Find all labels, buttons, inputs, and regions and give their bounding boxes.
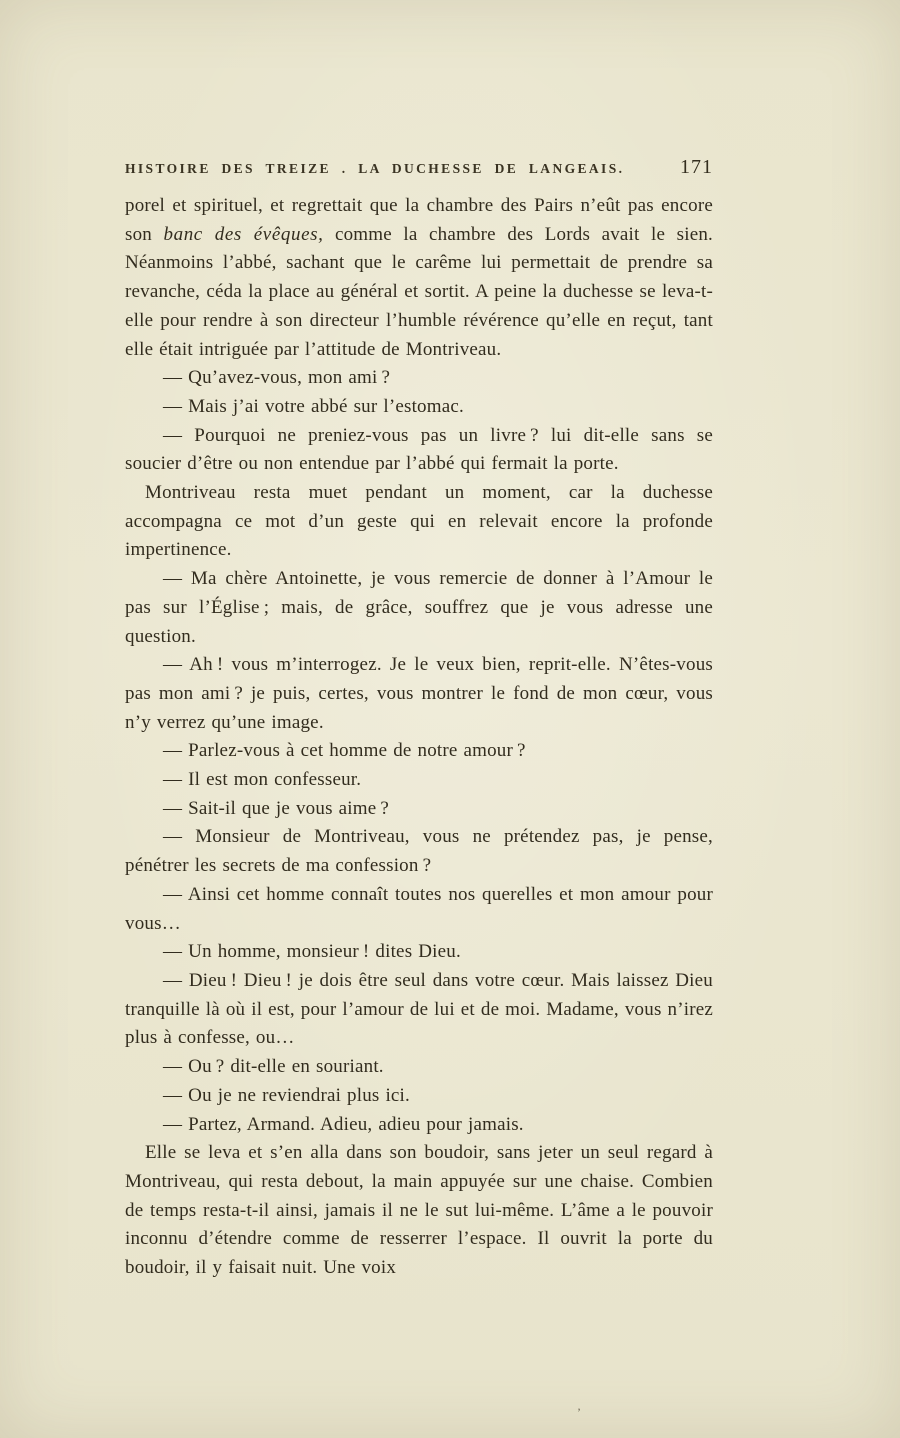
dialogue-line: — Ainsi cet homme connaît toutes nos querelles et mon amour pour vous… bbox=[125, 883, 713, 934]
dialogue-line: — Qu’avez-vous, mon ami ? bbox=[163, 367, 391, 389]
text-block bbox=[125, 192, 713, 1283]
dialogue-line: — Ou ? dit-elle en souriant. bbox=[163, 1056, 384, 1078]
page-content bbox=[125, 156, 713, 1283]
dialogue-line: — Un homme, monsieur ! dites Dieu. bbox=[163, 941, 461, 963]
paragraph-text: porel et spirituel, et regrettait que la chambre des Pairs n’eût pas encore son bbox=[125, 195, 713, 245]
dialogue-line: — Ma chère Antoinette, je vous remercie de donner à l’Amour le pas sur l’Église ; mais, de grâce, souffrez que je vous adresse une question. bbox=[125, 568, 713, 647]
paragraph-text: comme la chambre des Lords avait le sien. Néanmoins l’abbé, sachant que le carême lui permettait de prendre sa revanche, céda la place au général et sortit. A peine la duchesse se leva-t-elle pour rendre à son directeur l’humble révérence qu’elle en reçut, tant elle était intriguée par l’attitude de Montriveau. bbox=[125, 223, 713, 360]
dialogue-line: — Ah ! vous m’interrogez. Je le veux bien, reprit-elle. N’êtes-vous pas mon ami ? je puis, certes, vous montrer le fond de mon cœur, vous n’y verrez qu’une image. bbox=[125, 654, 713, 733]
running-header bbox=[125, 156, 713, 179]
dialogue-line: — Il est mon confesseur. bbox=[163, 769, 362, 791]
narrative-paragraph: Elle se leva et s’en alla dans son boudoir, sans jeter un seul regard à Montriveau, qui resta debout, la main appuyée sur une chaise. Combien de temps resta-t-il ainsi, jamais il ne le sut lui-même. L’âme a le pouvoir inconnu d’étendre comme de resserrer l’espace. Il ouvrit la porte du boudoir, il y faisait nuit. Une voix bbox=[125, 1142, 713, 1279]
scan-artifact-mark: ’ bbox=[577, 1405, 581, 1419]
dialogue-line: — Partez, Armand. Adieu, adieu pour jamais. bbox=[163, 1113, 524, 1135]
paragraph-italic-phrase: banc des évêques, bbox=[163, 223, 324, 245]
page-number: 171 bbox=[680, 156, 713, 178]
narrative-paragraph: Montriveau resta muet pendant un moment, car la duchesse accompagna ce mot d’un geste qui en relevait encore la profonde impertinence. bbox=[125, 482, 713, 561]
dialogue-line: — Parlez-vous à cet homme de notre amour ? bbox=[163, 740, 526, 762]
paragraph-continuation bbox=[125, 192, 713, 364]
dialogue-line: — Dieu ! Dieu ! je dois être seul dans votre cœur. Mais laissez Dieu tranquille là où il est, pour l’amour de lui et de moi. Madame, vous n’irez plus à confesse, ou… bbox=[125, 969, 713, 1049]
running-header-title: HISTOIRE DES TREIZE . LA DUCHESSE DE LANGEAIS. bbox=[125, 161, 625, 176]
dialogue-line: — Ou je ne reviendrai plus ici. bbox=[163, 1084, 410, 1106]
dialogue-line: — Mais j’ai votre abbé sur l’estomac. bbox=[163, 395, 464, 417]
dialogue-line: — Sait-il que je vous aime ? bbox=[163, 797, 389, 819]
dialogue-line: — Monsieur de Montriveau, vous ne prétendez pas, je pense, pénétrer les secrets de ma confession ? bbox=[125, 826, 713, 877]
dialogue-line: — Pourquoi ne preniez-vous pas un livre ? lui dit-elle sans se soucier d’être ou non entendue par l’abbé qui fermait la porte. bbox=[125, 424, 713, 475]
